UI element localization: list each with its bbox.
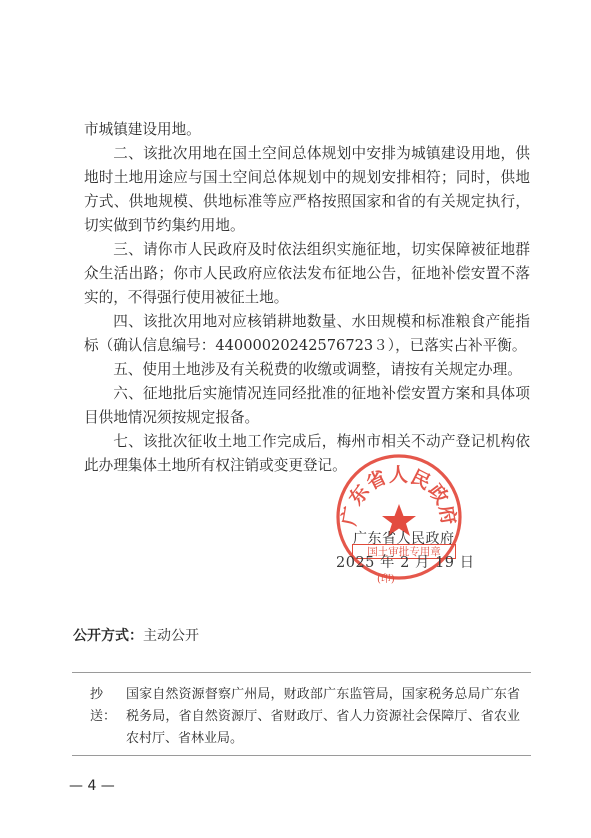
- signer-name: 广东省人民政府: [353, 531, 455, 547]
- paragraph-6: 六、征地批后实施情况连同经批准的征地补偿安置方案和具体项目供地情况须按规定报备。: [84, 385, 530, 426]
- cc-label: 抄送：: [90, 687, 117, 724]
- disclosure-label: 公开方式：: [73, 628, 143, 644]
- approval-stamp: 国土审批专用章: [352, 544, 456, 559]
- paragraph-3: 三、请你市人民政府及时依法组织实施征地，切实保障被征地群众生活出路；你市人民政府应依法发布征地公告，征地补偿安置不落实的，不得强行使用被征土地。: [84, 241, 530, 306]
- divider-top: [72, 672, 531, 673]
- seal-text: 广东省人民政府: [338, 464, 460, 528]
- cc-recipients: 国家自然资源督察广州局，财政部广东监管局，国家税务总局广东省税务局，省自然资源厅、省财政厅、省人力资源社会保障厅、省农业农村厅、省林业局。: [126, 687, 520, 746]
- disclosure-line: [73, 625, 199, 645]
- paragraph-continuation: 市城镇建设用地。: [84, 121, 201, 138]
- paragraph-7: 七、该批次征收土地工作完成后，梅州市相关不动产登记机构依此办理集体土地所有权注销或变更登记。: [84, 433, 530, 474]
- paragraph-4: 四、该批次用地对应核销耕地数量、水田规模和标准粮食产能指标（确认信息编号：44000020242576723３），已落实占补平衡。: [84, 313, 530, 354]
- seal-mark: (印): [377, 574, 395, 585]
- disclosure-value: 主动公开: [143, 628, 199, 644]
- cc-block: [90, 684, 520, 750]
- document-body: [84, 118, 530, 478]
- paragraph-2: 二、该批次用地在国土空间总体规划中安排为城镇建设用地，供地时土地用途应与国土空间总体规划中的规划安排相符；同时，供地方式、供地规模、供地标准等应严格按照国家和省的有关规定执行，切实做到节约集约用地。: [84, 145, 530, 234]
- issue-date: 2025 年 2 月 19 日: [336, 555, 475, 571]
- divider-bottom: [72, 755, 531, 756]
- page-number: — 4 —: [69, 778, 115, 794]
- paragraph-5: 五、使用土地涉及有关税费的收缴或调整，请按有关规定办理。: [113, 361, 522, 378]
